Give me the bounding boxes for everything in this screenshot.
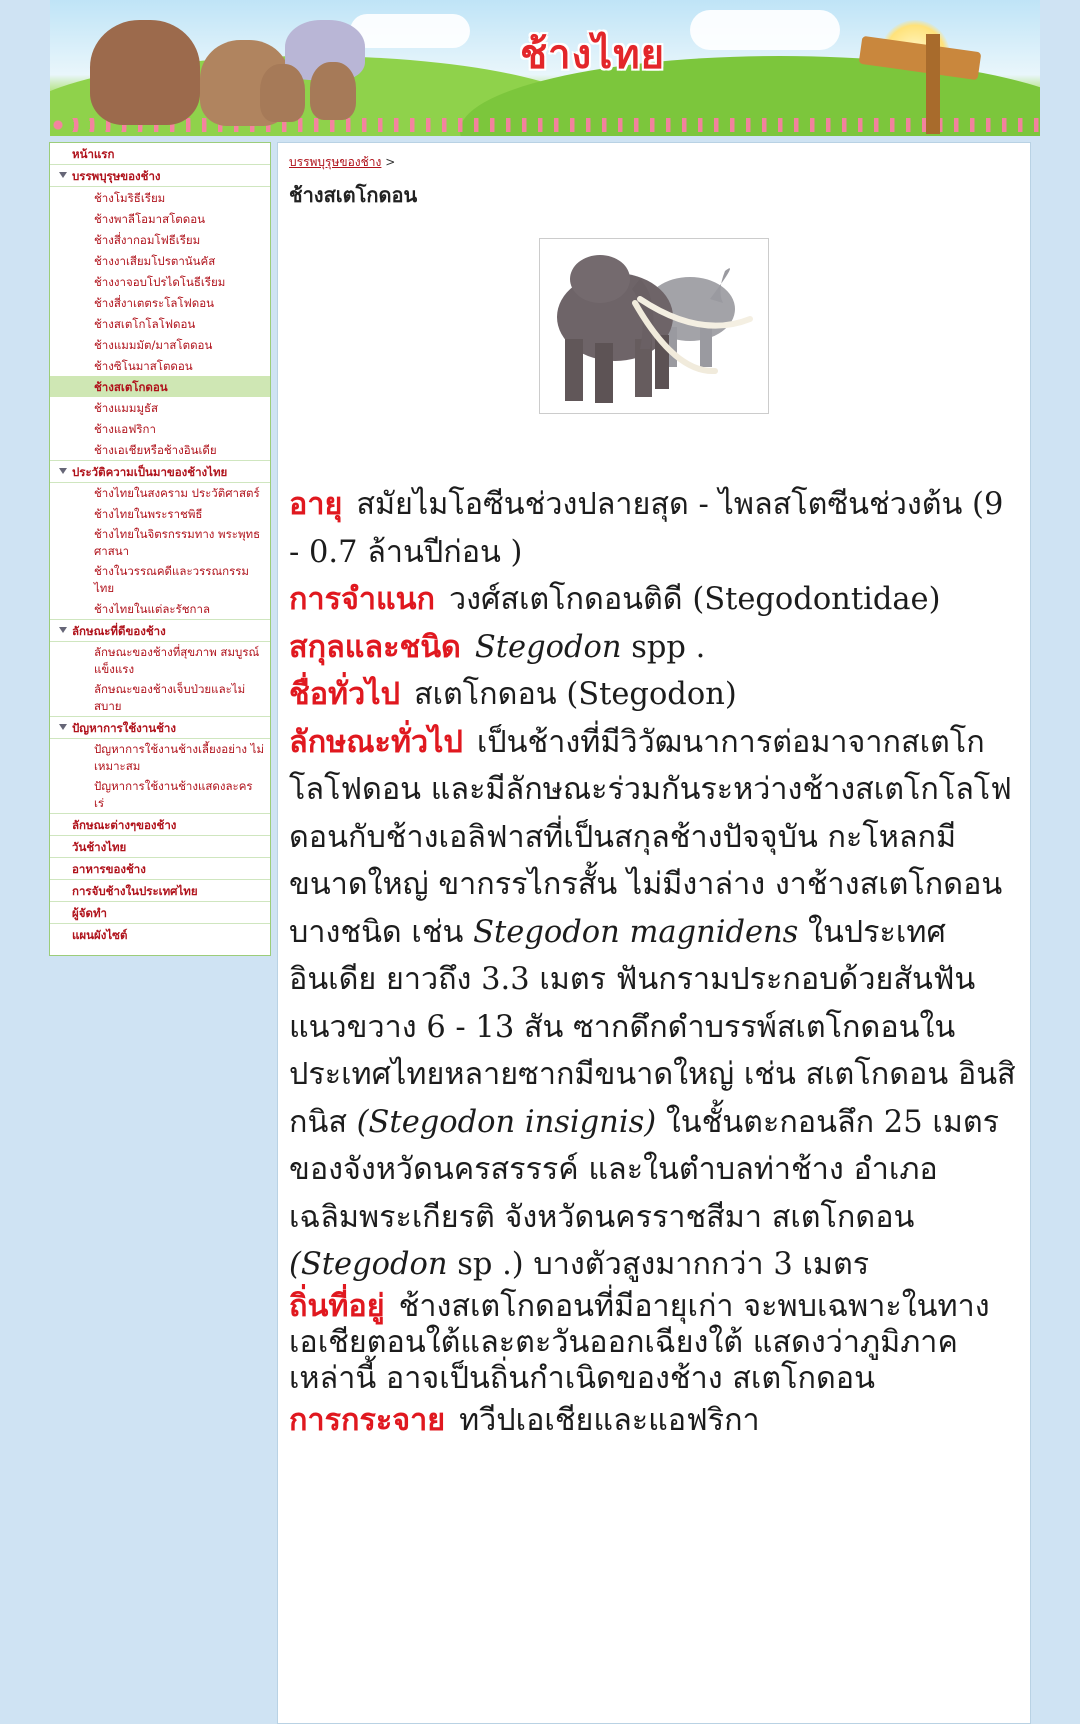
nav-item[interactable]: ช้างโมริธีเรียม — [94, 191, 166, 205]
site-title: ช้างไทย — [520, 32, 666, 78]
nav-item-active[interactable]: ช้างสเตโกดอน — [50, 376, 270, 397]
expand-arrow-icon[interactable] — [59, 468, 67, 474]
nav-item[interactable]: ช้างงาเสียมโปรตานันคัส — [94, 254, 216, 268]
expand-arrow-icon[interactable] — [59, 172, 67, 178]
text-age: สมัยไมโอซีนช่วงปลายสุด - ไพลสโตซีนช่วงต้น (9 - 0.7 ล้านปีก่อน ) — [289, 487, 1004, 570]
stegodon-image — [539, 238, 769, 414]
section-common-name — [289, 671, 1019, 719]
section-description — [289, 719, 1019, 1289]
section-age — [289, 481, 1019, 576]
nav-link[interactable]: แผนผังไซต์ — [72, 928, 128, 942]
nav-group-good-traits[interactable] — [50, 620, 270, 642]
nav-group-problems[interactable] — [50, 717, 270, 739]
text-genus-scientific: Stegodon — [474, 629, 622, 665]
breadcrumb-separator: > — [385, 155, 396, 169]
text-description-sci-1: Stegodon magnidens — [473, 914, 799, 950]
nav-item[interactable]: ช้างซิโนมาสโตดอน — [94, 359, 193, 373]
expand-arrow-icon[interactable] — [59, 627, 67, 633]
expand-arrow-icon[interactable] — [59, 724, 67, 730]
nav-home[interactable]: หน้าแรก — [50, 143, 270, 165]
nav-item[interactable]: ช้างไทยในแต่ละรัชกาล — [50, 598, 270, 620]
nav-link[interactable]: การจับช้างในประเทศไทย — [50, 880, 270, 902]
label-habitat: ถิ่นที่อยู่ — [289, 1288, 385, 1324]
cloud-decoration — [690, 10, 840, 50]
signpost-decoration — [926, 34, 940, 134]
text-genus-rest: spp . — [631, 629, 706, 665]
cloud-decoration — [350, 14, 470, 48]
text-description-1: เป็นช้างที่มีวิวัฒนาการต่อมาจากสเตโกโลโฟดอน และมีลักษณะร่วมกันระหว่างช้างสเตโกโลโฟดอนกับช้างเอลิฟาสที่เป็นสกุลช้างปัจจุบัน กะโหลกมีขนาดใหญ่ ขากรรไกรสั้น ไม่มีงาล่าง งาช้างสเตโกดอนบางชนิด เช่น — [289, 724, 1012, 950]
nav-link[interactable]: ลักษณะต่างๆของช้าง — [50, 814, 270, 836]
text-description-2: ในประเทศอินเดีย ยาวถึง 3.3 เมตร ฟันกรามประกอบด้วยสันฟันแนวขวาง 6 - 13 สัน ซากดึกดำบรรพ์สเตโกดอนในประเทศไทยหลายซากมีขนาดใหญ่ เช่น สเตโกดอน อินสิกนิส — [289, 914, 1016, 1140]
breadcrumb-link[interactable]: บรรพบุรุษของช้าง — [289, 155, 382, 169]
nav-group-label: ปัญหาการใช้งานช้าง — [72, 721, 176, 735]
nav-item[interactable]: ช้างสเตโกโลโฟดอน — [94, 317, 196, 331]
nav-item[interactable]: ช้างแอฟริกา — [94, 422, 156, 436]
nav-item[interactable]: ช้างงาจอบโปรไดโนธีเรียม — [94, 275, 226, 289]
text-habitat: ช้างสเตโกดอนที่มีอายุเก่า จะพบเฉพาะในทางเอเชียตอนใต้และตะวันออกเฉียงใต้ แสดงว่าภูมิภาคเหล่านี้ อาจเป็นถิ่นกำเนิดของช้าง สเตโกดอน — [289, 1288, 990, 1396]
nav-item[interactable]: ช้างแมมมัต/มาสโตดอน — [94, 338, 213, 352]
elephant-illustration — [260, 64, 305, 122]
nav-item[interactable]: ลักษณะของช้างที่สุขภาพ สมบูรณ์แข็งแรง — [94, 645, 260, 676]
nav-item[interactable]: ปัญหาการใช้งานช้างแสดงละคร เร่ — [50, 776, 270, 814]
nav-item[interactable]: ช้างแมมมูธัส — [94, 401, 159, 415]
nav-link[interactable]: ผู้จัดทำ — [50, 902, 270, 924]
text-description-sci-3b: sp .) — [457, 1247, 524, 1282]
nav-item[interactable]: ช้างในวรรณคดีและวรรณกรรม ไทย — [94, 564, 250, 595]
nav-link[interactable]: อาหารของช้าง — [50, 858, 270, 880]
nav-group-label: บรรพบุรุษของช้าง — [72, 169, 161, 183]
nav-group-history[interactable] — [50, 461, 270, 483]
article-body — [289, 481, 1019, 1444]
nav-item[interactable]: ช้างสี่งาเตตระโลโฟดอน — [94, 296, 214, 310]
text-description-4: บางตัวสูงมากกว่า 3 เมตร — [533, 1247, 870, 1282]
nav-item[interactable]: ช้างไทยในพระราชพิธี — [94, 507, 203, 521]
label-age: อายุ — [289, 487, 343, 522]
text-distribution: ทวีปเอเชียและแอฟริกา — [459, 1402, 760, 1438]
text-description-sci-2: (Stegodon insignis) — [356, 1104, 657, 1140]
nav-item[interactable]: ปัญหาการใช้งานช้างเลี้ยงอย่าง ไม่เหมาะสม — [94, 742, 265, 773]
elephant-illustration — [310, 62, 356, 120]
nav-item[interactable]: ช้างไทยในจิตรกรรมทาง พระพุทธศาสนา — [94, 527, 261, 558]
text-description-3: ในชั้นตะกอนลึก 25 เมตร ของจังหวัดนครสรรรค์ และในตำบลท่าช้าง อำเภอเฉลิมพระเกียรติ จังหวัดนครราชสีมา สเตโกดอน — [289, 1104, 1000, 1235]
nav-group-label: ประวัติความเป็นมาของช้างไทย — [72, 465, 228, 479]
text-common-name: สเตโกดอน (Stegodon) — [413, 677, 737, 712]
label-distribution: การกระจาย — [289, 1402, 446, 1438]
section-distribution — [289, 1397, 1019, 1445]
nav-item[interactable]: ช้างพาลีโอมาสโตดอน — [94, 212, 205, 226]
nav-item[interactable]: ช้างเอเชียหรือช้างอินเดีย — [50, 439, 270, 461]
section-classification — [289, 576, 1019, 624]
nav-item[interactable]: ลักษณะของช้างเจ็บป่วยและไม่ สบาย — [50, 679, 270, 717]
site-banner — [50, 0, 1040, 136]
stegodon-illustration — [540, 239, 768, 413]
flowers-decoration — [50, 118, 1040, 132]
sidebar-nav — [49, 142, 271, 956]
elephant-illustration — [90, 20, 200, 125]
label-classification: การจำแนก — [289, 582, 435, 617]
nav-item[interactable]: ช้างไทยในสงคราม ประวัติศาสตร์ — [94, 486, 260, 500]
main-content — [277, 142, 1031, 1724]
section-habitat — [289, 1289, 1019, 1397]
label-genus: สกุลและชนิด — [289, 629, 461, 665]
text-description-sci-3: (Stegodon — [289, 1247, 448, 1282]
nav-group-label: ลักษณะที่ดีของช้าง — [72, 624, 166, 638]
label-common-name: ชื่อทั่วไป — [289, 677, 400, 712]
nav-group-ancestors[interactable] — [50, 165, 270, 187]
page-title: ช้างสเตโกดอน — [289, 183, 418, 207]
section-genus — [289, 624, 1019, 672]
breadcrumb — [289, 153, 395, 172]
text-classification: วงศ์สเตโกดอนติดี (Stegodontidae) — [448, 582, 941, 617]
nav-link[interactable]: วันช้างไทย — [50, 836, 270, 858]
label-description: ลักษณะทั่วไป — [289, 724, 463, 760]
nav-item[interactable]: ช้างสี่งากอมโฟธีเรียม — [94, 233, 201, 247]
